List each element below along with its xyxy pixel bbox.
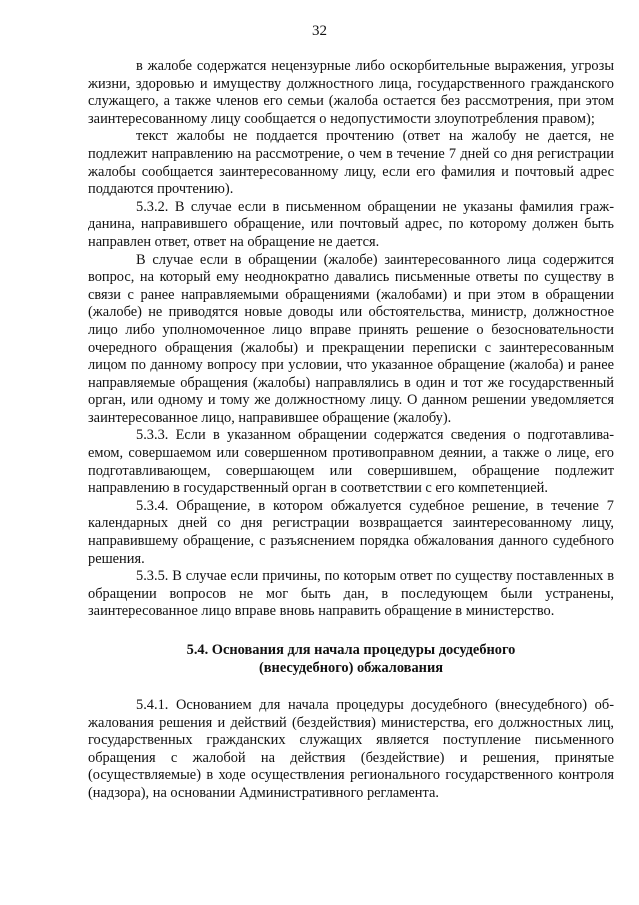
page-number: 32 [312, 23, 327, 39]
paragraph-obscene-language: в жалобе содержатся нецензурные либо оскорбительные выражения, угрозы жизни, здоровью и имуществу должностного лица, государственного гражданского служащего, а также членов его семьи (жалоба остается без рассмотрения, при этом заинтересованному лицу сообщается о недопустимости злоупотребления правом); [88, 58, 614, 127]
paragraph-5-3-3: 5.3.3. Если в указанном обращении содержатся сведения о подготавливаемом, совершаемом или совершенном противоправном деянии, а также о лице, его подготавливающем, совершающем или совершившем, обращение подлежит направлению в государственный орган в соответствии с его компетенцией. [88, 427, 614, 497]
section-heading-line-2: (внесудебного) обжалования [258, 660, 444, 676]
document-body [88, 58, 614, 803]
paragraph-5-3-2: 5.3.2. В случае если в письменном обращении не указаны фамилия гражданина, направившего обращение, или почтовый адрес, по которому должен быть направлен ответ, ответ на обращение не дается. [88, 198, 614, 250]
paragraph-unreadable-text: текст жалобы не поддается прочтению (ответ на жалобу не дается, не подлежит направлению на рассмотрение, о чем в течение 7 дней со дня регистрации жалобы сообщается заинтересованному лицу, если его фамилия и почтовый адрес поддаются прочтению). [88, 128, 614, 198]
paragraph-5-4-1: 5.4.1. Основанием для начала процедуры досудебного (внесудебного) обжалования решения и действий (бездействия) министерства, его должностных лиц, государственных гражданских служащих является поступление письменного обращения с жалобой на действия (бездействие) и решения, принятые (осуществляемые) в ходе осуществления регионального государственного контроля (надзора), на основании Административного регламента. [88, 697, 614, 801]
section-heading-line-1: 5.4. Основания для начала процедуры досудебного [186, 642, 516, 658]
paragraph-5-3-4: 5.3.4. Обращение, в котором обжалуется судебное решение, в течение 7 календарных дней со дня регистрации возвращается заинтересованному лицу, направившему обращение, с разъяснением порядка обжалования данного судебного решения. [88, 497, 614, 567]
section-heading-5-4 [88, 641, 614, 677]
paragraph-repeated-appeal: В случае если в обращении (жалобе) заинтересованного лица содержится вопрос, на который ему неоднократно давались письменные ответы по существу в связи с ранее направляемыми обращениями (жалобами) и при этом в обращении (жалобе) не приводятся новые доводы или обстоятельства, министр, должностное лицо либо уполномоченное лицо вправе принять решение о безосновательности очередного обращения (жалобы) и прекращении переписки с заинтересованным лицом по данному вопросу при условии, что указанное обращение (жалоба) и ранее направляемые обращения (жалобы) направлялись в один и тот же государственный орган, или одному и тому же должностному лицу. О данном решении уведомляется заинтересованное лицо, направившее обращение (жалобу). [88, 251, 614, 426]
paragraph-5-3-5: 5.3.5. В случае если причины, по которым ответ по существу поставленных в обращении вопросов не мог быть дан, в последующем были устранены, заинтересованное лицо вправе вновь направить обращение в министерство. [88, 568, 614, 620]
